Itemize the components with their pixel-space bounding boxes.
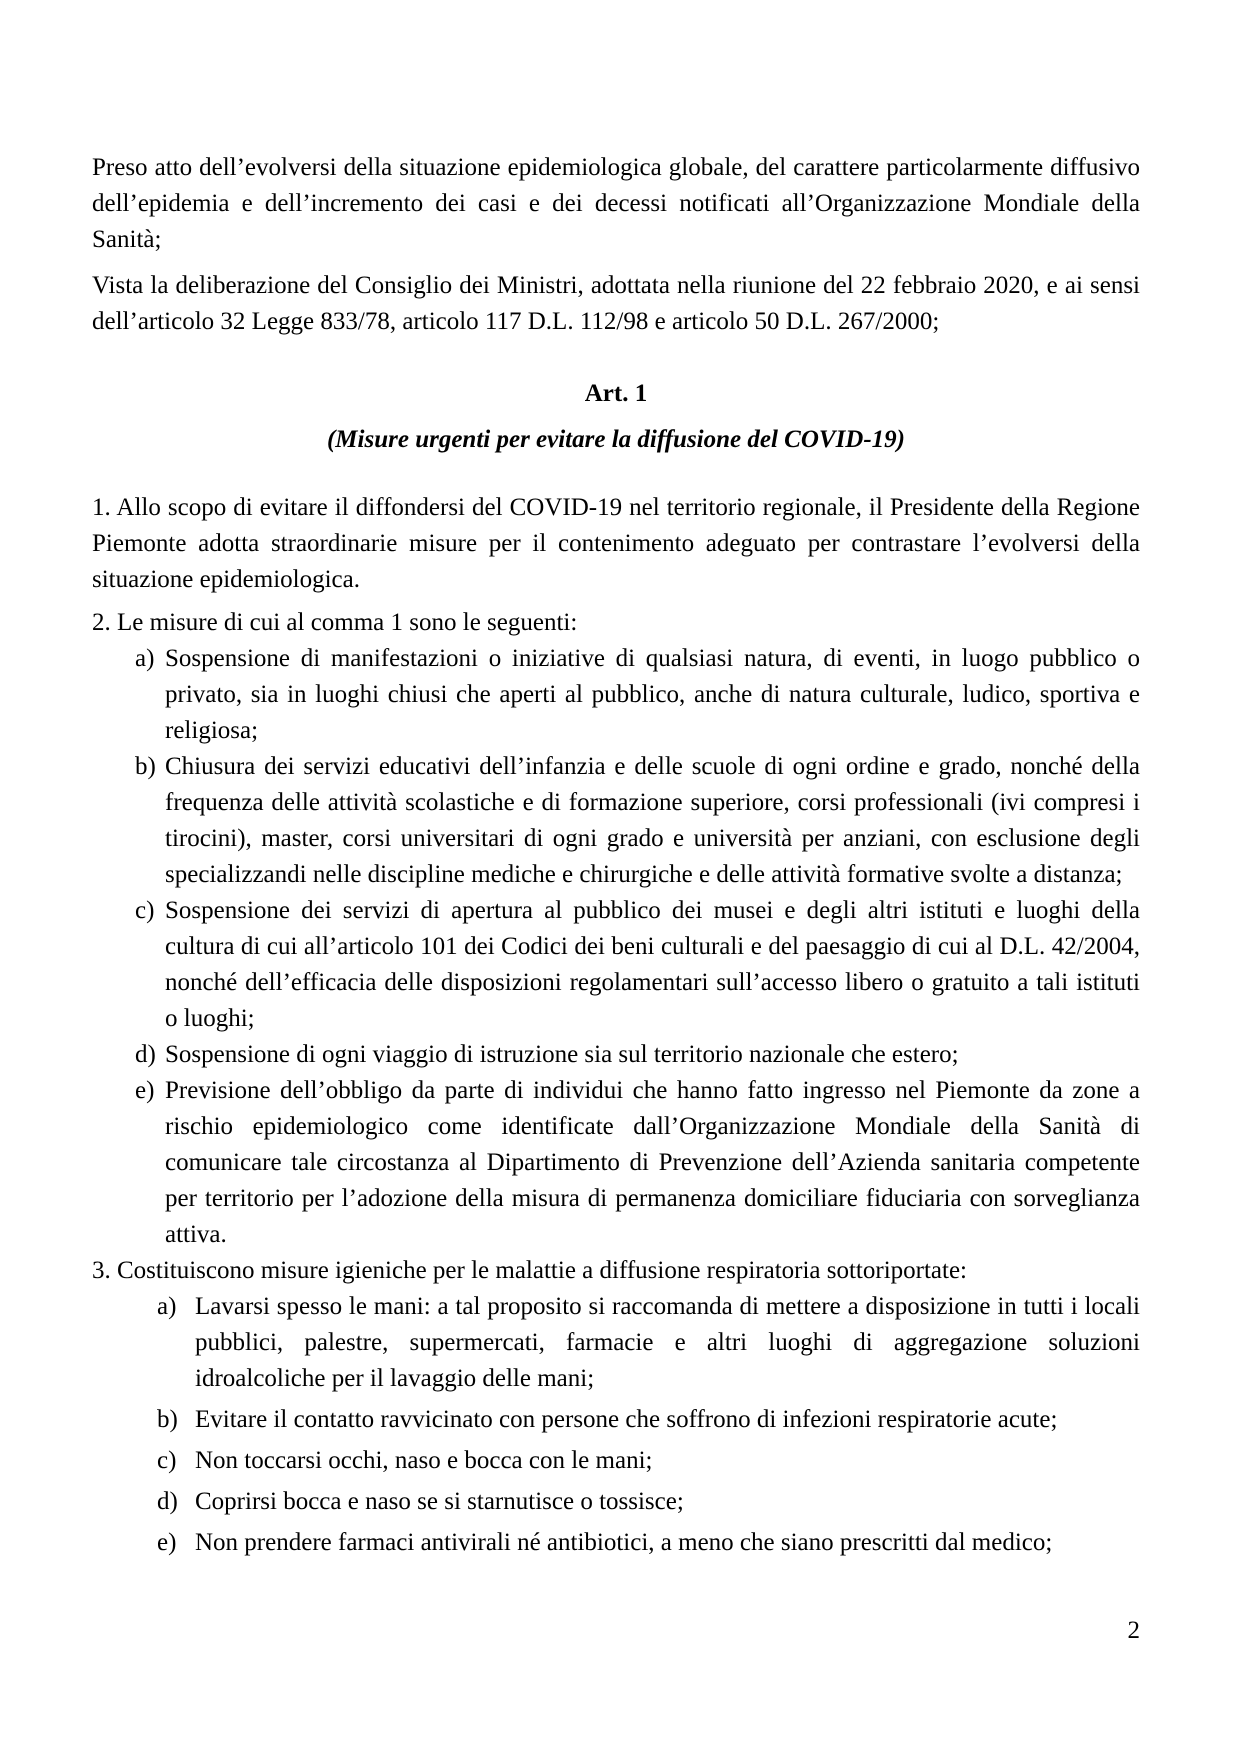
list-item-text: Evitare il contatto ravvicinato con persone che soffrono di infezioni respiratorie acute; <box>195 1406 1058 1433</box>
list-marker: d) <box>135 1041 156 1068</box>
preamble-paragraph-2: Vista la deliberazione del Consiglio dei Ministri, adottata nella riunione del 22 febbraio 2020, e ai sensi dell’articolo 32 Legge 833/78, articolo 117 D.L. 112/98 e articolo 50 D.L. 267/2000; <box>92 272 1140 335</box>
list-item-text: Non toccarsi occhi, naso e bocca con le mani; <box>195 1447 653 1474</box>
list-marker: c) <box>135 897 155 924</box>
list-item-text: Coprirsi bocca e naso se si starnutisce o tossisce; <box>195 1488 684 1515</box>
page-number: 2 <box>1127 1617 1140 1644</box>
list-item <box>92 641 1140 749</box>
list-marker: d) <box>157 1488 178 1515</box>
list-marker: b) <box>135 753 156 780</box>
list-marker: c) <box>157 1447 177 1474</box>
comma-2-list <box>92 641 1140 1253</box>
comma-1-paragraph: 1. Allo scopo di evitare il diffondersi del COVID-19 nel territorio regionale, il Presidente della Regione Piemonte adotta straordinarie misure per il contenimento adeguato per contrastare l’evolversi della situazione epidemiologica. <box>92 494 1140 593</box>
list-marker: b) <box>157 1406 178 1433</box>
comma-3-intro: 3. Costituiscono misure igieniche per le malattie a diffusione respiratoria sottoriportate: <box>92 1257 967 1284</box>
list-item <box>92 1289 1140 1397</box>
list-item <box>92 1525 1140 1561</box>
list-item-text: Non prendere farmaci antivirali né antibiotici, a meno che siano prescritti dal medico; <box>195 1529 1053 1556</box>
list-marker: e) <box>135 1077 155 1104</box>
list-item <box>92 1073 1140 1253</box>
article-subtitle: (Misure urgenti per evitare la diffusione del COVID-19) <box>326 426 905 453</box>
comma-3-list <box>92 1289 1140 1561</box>
list-item-text: Previsione dell’obbligo da parte di individui che hanno fatto ingresso nel Piemonte da zone a rischio epidemiologico come identificate dall’Organizzazione Mondiale della Sanità di comunicare tale circostanza al Dipartimento di Prevenzione dell’Azienda sanitaria competente per territorio per l’adozione della misura di permanenza domiciliare fiduciaria con sorveglianza attiva. <box>165 1077 1140 1248</box>
list-marker: e) <box>157 1529 177 1556</box>
list-marker: a) <box>157 1293 177 1320</box>
list-item <box>92 1484 1140 1520</box>
list-item <box>92 893 1140 1037</box>
list-item-text: Sospensione di ogni viaggio di istruzione sia sul territorio nazionale che estero; <box>165 1041 959 1068</box>
list-item <box>92 1037 1140 1073</box>
list-marker: a) <box>135 645 155 672</box>
list-item <box>92 1443 1140 1479</box>
list-item-text: Lavarsi spesso le mani: a tal proposito si raccomanda di mettere a disposizione in tutti i locali pubblici, palestre, supermercati, farmacie e altri luoghi di aggregazione soluzioni idroalcoliche per il lavaggio delle mani; <box>195 1293 1140 1392</box>
document-body <box>92 150 1140 1561</box>
list-item-text: Sospensione di manifestazioni o iniziative di qualsiasi natura, di eventi, in luogo pubblico o privato, sia in luoghi chiusi che aperti al pubblico, anche di natura culturale, ludico, sportiva e religiosa; <box>165 645 1140 744</box>
article-title: Art. 1 <box>584 380 648 407</box>
list-item-text: Sospensione dei servizi di apertura al pubblico dei musei e degli altri istituti e luoghi della cultura di cui all’articolo 101 dei Codici dei beni culturali e del paesaggio di cui al D.L. 42/2004, nonché dell’efficacia delle disposizioni regolamentari sull’accesso libero o gratuito a tali istituti o luoghi; <box>165 897 1140 1032</box>
list-item <box>92 749 1140 893</box>
preamble-paragraph-1: Preso atto dell’evolversi della situazione epidemiologica globale, del carattere particolarmente diffusivo dell’epidemia e dell’incremento dei casi e dei decessi notificati all’Organizzazione Mondiale della Sanità; <box>92 154 1140 253</box>
list-item-text: Chiusura dei servizi educativi dell’infanzia e delle scuole di ogni ordine e grado, nonché della frequenza delle attività scolastiche e di formazione superiore, corsi professionali (ivi compresi i tirocini), master, corsi universitari di ogni grado e università per anziani, con esclusione degli specializzandi nelle discipline mediche e chirurgiche e delle attività formative svolte a distanza; <box>165 753 1140 888</box>
comma-2-intro: 2. Le misure di cui al comma 1 sono le seguenti: <box>92 609 578 636</box>
list-item <box>92 1402 1140 1438</box>
